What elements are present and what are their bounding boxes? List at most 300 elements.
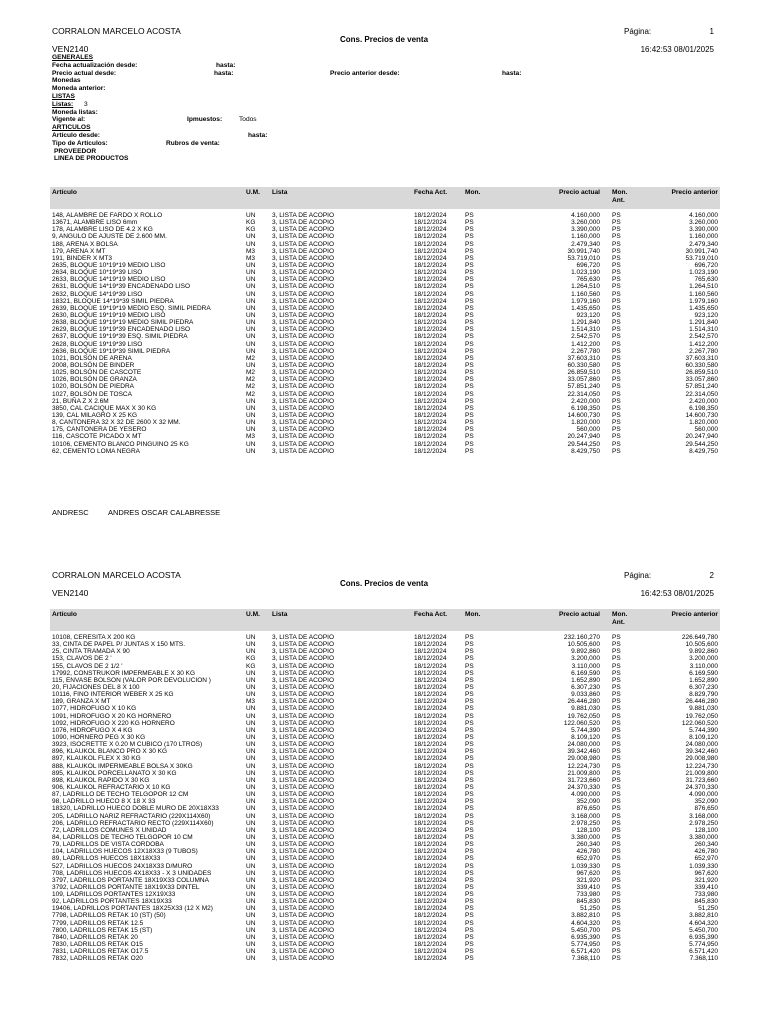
cell-precio-actual: 845,830 [576,898,600,906]
cell-precio-anterior: 60.330,580 [685,361,718,369]
cell-lista: 3, LISTA DE ACOPIO [272,347,335,355]
cell-precio-actual: 3.168,000 [571,812,600,820]
cell-lista: 3, LISTA DE ACOPIO [272,311,335,319]
cell-precio-anterior: 2.420,000 [689,397,718,405]
cell-mon-ant: PS [612,247,621,255]
cell-mon-ant: PS [612,233,621,241]
table-row [50,905,720,912]
cell-mon-ant: PS [612,926,621,934]
cell-precio-anterior: 3.390,000 [689,226,718,234]
table-row [50,663,720,670]
cell-mon-ant: PS [612,276,621,284]
table-row [50,798,720,805]
cell-fecha: 18/12/2024 [414,276,447,284]
cell-lista: 3, LISTA DE ACOPIO [272,898,335,906]
cell-mon-ant: PS [612,397,621,405]
cell-um: UN [246,319,256,327]
cell-articulo: 189, GRANZA X MT [52,698,111,706]
cell-um: UN [246,741,256,749]
cell-um: UN [246,304,256,312]
cell-mon-ant: PS [612,883,621,891]
cell-mon-ant: PS [612,855,621,863]
cell-mon: PS [465,426,474,434]
cell-articulo: 3797, LADRILLOS PORTANTE 18X19X33 COLUMNA [52,876,209,884]
cell-articulo: 21, BUÑA Z X 2.6M [52,397,109,405]
cell-lista: 3, LISTA DE ACOPIO [272,791,335,799]
cell-precio-anterior: 4.090,000 [689,791,718,799]
cell-um: UN [246,791,256,799]
cell-articulo: 79, LADRILLOS DE VISTA CORDOBA [52,841,164,849]
cell-precio-actual: 53.719,010 [567,254,600,262]
cell-mon-ant: PS [612,426,621,434]
cell-um: UN [246,719,256,727]
cell-articulo: 98, LADRILLO HUECO 8 X 18 X 33 [52,798,156,806]
cell-mon-ant: PS [612,748,621,756]
cell-um: UN [246,333,256,341]
listas-label: Listas: [52,100,74,108]
cell-mon-ant: PS [612,411,621,419]
cell-articulo: 1076, HIDROFUGO X 4 KG [52,726,133,734]
cell-um: UN [246,426,256,434]
cell-precio-anterior: 876,650 [694,805,718,813]
table-row [50,863,720,870]
cell-precio-anterior: 1.023,190 [689,269,718,277]
cell-um: UN [246,941,256,949]
table-row [50,426,720,433]
cell-precio-anterior: 3.380,000 [689,833,718,841]
cell-fecha: 18/12/2024 [414,948,447,956]
col-um: U.M. [246,189,260,196]
cell-lista: 3, LISTA DE ACOPIO [272,340,335,348]
table-row [50,691,720,698]
cell-precio-anterior: 14.600,730 [685,411,718,419]
cell-mon-ant: PS [612,254,621,262]
table-row [50,276,720,283]
cell-precio-actual: 6.571,420 [571,948,600,956]
table-row [50,298,720,305]
report-page-2 [0,566,768,1024]
cell-lista: 3, LISTA DE ACOPIO [272,397,335,405]
cell-articulo: 87, LADRILLO DE TECHO TELGOPOR 12 CM [52,791,189,799]
cell-mon: PS [465,433,474,441]
table-row [50,219,720,226]
cell-fecha: 18/12/2024 [414,676,447,684]
cell-precio-actual: 3.882,810 [571,912,600,920]
cell-lista: 3, LISTA DE ACOPIO [272,655,335,663]
cell-mon-ant: PS [612,933,621,941]
cell-precio-actual: 22.314,050 [567,390,600,398]
cell-articulo: 2634, BLOQUE 10*19*39 LISO [52,269,143,277]
listas-value: 3 [84,100,88,108]
cell-articulo: 7800, LADRILLOS RETAK 15 (ST) [52,926,153,934]
table-row [50,248,720,255]
cell-fecha: 18/12/2024 [414,311,447,319]
cell-articulo: 148, ALAMBRE DE FARDO X ROLLO [52,212,163,219]
proveedor-header: PROVEEDOR [54,147,97,155]
cell-articulo: 1025, BOLSÓN DE CASCOTE [52,369,142,377]
cell-precio-actual: 3.110,000 [571,662,600,670]
cell-lista: 3, LISTA DE ACOPIO [272,919,335,927]
cell-fecha: 18/12/2024 [414,669,447,677]
table-row [50,305,720,312]
cell-precio-anterior: 9.881,030 [689,705,718,713]
cell-mon: PS [465,347,474,355]
cell-um: UN [246,898,256,906]
cell-precio-anterior: 1.291,840 [689,319,718,327]
cell-fecha: 18/12/2024 [414,247,447,255]
col-mon: Mon. [465,611,481,618]
cell-mon-ant: PS [612,912,621,920]
cell-precio-anterior: 24.370,330 [685,783,718,791]
cell-precio-anterior: 1.264,510 [689,283,718,291]
table-row [50,784,720,791]
cell-articulo: 2635, BLOQUE 10*19*19 MEDIO LISO [52,261,166,269]
cell-lista: 3, LISTA DE ACOPIO [272,319,335,327]
precio-anterior-desde-label: Precio anterior desde: [330,69,400,77]
cell-fecha: 18/12/2024 [414,848,447,856]
cell-precio-anterior: 2.978,250 [689,819,718,827]
cell-um: UN [246,440,256,448]
cell-fecha: 18/12/2024 [414,698,447,706]
table-row [50,291,720,298]
cell-fecha: 18/12/2024 [414,855,447,863]
cell-mon: PS [465,905,474,913]
cell-articulo: 206, LADRILLO REFRACTARIO RECTO (229X114X60) [52,819,214,827]
cell-um: UN [246,269,256,277]
cell-fecha: 18/12/2024 [414,648,447,656]
cell-precio-anterior: 21.009,800 [685,769,718,777]
cell-articulo: 2630, BLOQUE 19*19*19 MEDIO LISO [52,311,166,319]
cell-precio-actual: 967,620 [576,869,600,877]
cell-mon: PS [465,354,474,362]
cell-lista: 3, LISTA DE ACOPIO [272,755,335,763]
cell-precio-actual: 6.307,230 [571,683,600,691]
cell-lista: 3, LISTA DE ACOPIO [272,440,335,448]
cell-mon-ant: PS [612,226,621,234]
cell-mon: PS [465,769,474,777]
table-row [50,448,720,455]
cell-lista: 3, LISTA DE ACOPIO [272,733,335,741]
cell-mon-ant: PS [612,791,621,799]
cell-mon: PS [465,869,474,877]
linea-productos-header: LINEA DE PRODUCTOS [54,155,129,163]
cell-lista: 3, LISTA DE ACOPIO [272,290,335,298]
table-row [50,827,720,834]
cell-precio-anterior: 7.368,110 [689,955,718,963]
cell-mon: PS [465,669,474,677]
cell-precio-anterior: 1.160,000 [689,233,718,241]
cell-um: UN [246,926,256,934]
cell-um: UN [246,419,256,427]
cell-articulo: 7831, LADRILLOS RETAK O17.5 [52,948,149,956]
cell-fecha: 18/12/2024 [414,776,447,784]
cell-precio-actual: 57.851,240 [567,383,600,391]
cell-precio-actual: 30.991,740 [567,247,600,255]
cell-mon: PS [465,948,474,956]
cell-um: UN [246,769,256,777]
cell-articulo: 2008, BOLSÓN DE BINDER [52,361,135,369]
cell-articulo: 2628, BLOQUE 19*19*39 LISO [52,340,143,348]
cell-articulo: 888, KLAUKOL IMPERMEABLE BOLSA X 30KG [52,762,193,770]
precio-actual-desde-label: Precio actual desde: [52,69,117,77]
cell-articulo: 115, ENVASE BOLSON (VALOR POR DEVOLUCION ) [52,676,211,684]
cell-precio-anterior: 339,410 [694,883,718,891]
cell-mon-ant: PS [612,876,621,884]
page-number: 2 [709,571,714,580]
cell-fecha: 18/12/2024 [414,755,447,763]
listas-header: LISTAS [52,92,75,100]
cell-lista: 3, LISTA DE ACOPIO [272,426,335,434]
cell-precio-anterior: 765,630 [694,276,718,284]
cell-articulo: 10106, CEMENTO BLANCO PINGUINO 25 KG [52,440,189,448]
cell-precio-anterior: 9.892,860 [689,648,718,656]
cell-mon-ant: PS [612,833,621,841]
cell-um: UN [246,776,256,784]
cell-fecha: 18/12/2024 [414,683,447,691]
cell-um: UN [246,812,256,820]
cell-um: UN [246,891,256,899]
cell-precio-anterior: 2.267,780 [689,347,718,355]
cell-mon: PS [465,233,474,241]
report-title: Cons. Precios de venta [339,35,429,44]
cell-lista: 3, LISTA DE ACOPIO [272,776,335,784]
cell-mon-ant: PS [612,776,621,784]
cell-lista: 3, LISTA DE ACOPIO [272,905,335,913]
cell-precio-actual: 6.169,590 [571,669,600,677]
cell-mon: PS [465,791,474,799]
cell-um: UN [246,361,256,369]
cell-mon: PS [465,240,474,248]
cell-fecha: 18/12/2024 [414,347,447,355]
cell-precio-anterior: 29.008,980 [685,755,718,763]
moneda-listas-label: Moneda listas: [52,108,98,116]
cell-mon-ant: PS [612,741,621,749]
page-label: Página: [624,27,652,36]
table-row [50,713,720,720]
cell-lista: 3, LISTA DE ACOPIO [272,254,335,262]
table-body [50,212,720,455]
table-row [50,441,720,448]
cell-fecha: 18/12/2024 [414,440,447,448]
table-row [50,369,720,376]
table-row [50,212,720,219]
cell-mon-ant: PS [612,634,621,641]
cell-fecha: 18/12/2024 [414,733,447,741]
cell-um: UN [246,669,256,677]
cell-mon-ant: PS [612,691,621,699]
col-um: U.M. [246,611,260,618]
table-row [50,891,720,898]
cell-precio-actual: 6.198,350 [571,404,600,412]
cell-articulo: 89, LADRILLOS HUECOS 18X18X33 [52,855,161,863]
cell-um: UN [246,276,256,284]
cell-um: UN [246,955,256,963]
cell-um: UN [246,919,256,927]
cell-mon-ant: PS [612,240,621,248]
cell-fecha: 18/12/2024 [414,919,447,927]
cell-mon: PS [465,397,474,405]
cell-fecha: 18/12/2024 [414,691,447,699]
cell-um: UN [246,326,256,334]
cell-mon: PS [465,812,474,820]
cell-mon: PS [465,383,474,391]
cell-lista: 3, LISTA DE ACOPIO [272,705,335,713]
cell-articulo: 527, LADRILLOS HUECOS 24X18X33 D/MURO [52,862,193,870]
cell-mon-ant: PS [612,905,621,913]
cell-lista: 3, LISTA DE ACOPIO [272,719,335,727]
cell-fecha: 18/12/2024 [414,791,447,799]
cell-articulo: 1020, BOLSÓN DE PIEDRA [52,383,135,391]
cell-precio-actual: 5.450,700 [571,926,600,934]
cell-mon-ant: PS [612,326,621,334]
cell-mon-ant: PS [612,726,621,734]
cell-um: UN [246,948,256,956]
table-row [50,226,720,233]
cell-lista: 3, LISTA DE ACOPIO [272,819,335,827]
cell-precio-actual: 4.160,000 [571,212,600,219]
cell-mon-ant: PS [612,219,621,227]
cell-articulo: 179, ARENA X MT [52,247,106,255]
cell-precio-actual: 19.762,050 [567,712,600,720]
cell-um: UN [246,805,256,813]
table-row [50,741,720,748]
cell-mon: PS [465,340,474,348]
cell-articulo: 20, FIJACIONES DEL 8 X 100 [52,683,140,691]
cell-mon: PS [465,726,474,734]
cell-precio-actual: 2.420,000 [571,397,600,405]
cell-precio-anterior: 2.542,570 [689,333,718,341]
cell-articulo: 7830, LADRILLOS RETAK O15 [52,941,143,949]
cell-um: UN [246,826,256,834]
col-fecha: Fecha Act. [414,611,448,618]
cell-mon: PS [465,705,474,713]
cell-lista: 3, LISTA DE ACOPIO [272,748,335,756]
cell-precio-actual: 876,650 [576,805,600,813]
cell-precio-actual: 24.370,330 [567,783,600,791]
cell-precio-anterior: 4.160,000 [689,212,718,219]
cell-precio-anterior: 53.719,010 [685,254,718,262]
cell-articulo: 2637, BLOQUE 19*19*39 ESQ. SIMIL PIEDRA [52,333,188,341]
cell-um: UN [246,748,256,756]
cell-articulo: 18320, LADRILLO HUECO DOBLE MURO DE 20X18X33 [52,805,219,813]
table-row [50,727,720,734]
table-row [50,927,720,934]
cell-mon: PS [465,883,474,891]
cell-mon-ant: PS [612,390,621,398]
table-row [50,269,720,276]
cell-fecha: 18/12/2024 [414,304,447,312]
cell-fecha: 18/12/2024 [414,383,447,391]
cell-articulo: 104, LADRILLOS HUECOS 12X18X33 (9 TUBOS) [52,848,198,856]
cell-articulo: 25, CINTA TRAMADA X 90 [52,648,130,656]
table-row [50,376,720,383]
cell-fecha: 18/12/2024 [414,812,447,820]
footer-user-code: ANDRESC [52,508,89,517]
cell-um: UN [246,634,256,641]
cell-um: UN [246,290,256,298]
cell-precio-anterior: 5.450,700 [689,926,718,934]
articulo-desde-label: Artículo desde: [52,131,100,139]
col-articulo: Artículo [52,611,77,618]
table-row [50,898,720,905]
cell-fecha: 18/12/2024 [414,426,447,434]
cell-precio-anterior: 10.505,600 [685,641,718,649]
report-code: VEN2140 [52,44,89,54]
impuestos-value: Todos [239,116,257,124]
table-row [50,634,720,641]
cell-precio-anterior: 2.479,340 [689,240,718,248]
cell-um: UN [246,233,256,241]
cell-fecha: 18/12/2024 [414,290,447,298]
cell-lista: 3, LISTA DE ACOPIO [272,369,335,377]
cell-precio-actual: 1.820,000 [571,419,600,427]
table-row [50,355,720,362]
cell-articulo: 33, CINTA DE PAPEL P/ JUNTAS X 150 MTS. [52,641,186,649]
cell-precio-anterior: 5.774,950 [689,941,718,949]
cell-mon: PS [465,683,474,691]
cell-fecha: 18/12/2024 [414,712,447,720]
cell-mon: PS [465,912,474,920]
cell-fecha: 18/12/2024 [414,819,447,827]
cell-mon-ant: PS [612,347,621,355]
cell-mon-ant: PS [612,283,621,291]
cell-lista: 3, LISTA DE ACOPIO [272,269,335,277]
cell-um: KG [246,662,256,670]
cell-articulo: 10116, FINO INTERIOR WEBER X 25 KG [52,691,174,699]
cell-mon-ant: PS [612,669,621,677]
cell-mon: PS [465,826,474,834]
cell-mon: PS [465,290,474,298]
cell-mon-ant: PS [612,848,621,856]
col-fecha: Fecha Act. [414,189,448,196]
cell-mon-ant: PS [612,311,621,319]
cell-mon: PS [465,955,474,963]
cell-articulo: 2632, BLOQUE 14*19*39 LISO [52,290,143,298]
cell-mon: PS [465,634,474,641]
cell-lista: 3, LISTA DE ACOPIO [272,812,335,820]
cell-mon-ant: PS [612,891,621,899]
cell-um: UN [246,297,256,305]
cell-um: M2 [246,354,256,362]
cell-mon-ant: PS [612,869,621,877]
cell-fecha: 18/12/2024 [414,741,447,749]
cell-fecha: 18/12/2024 [414,905,447,913]
cell-lista: 3, LISTA DE ACOPIO [272,662,335,670]
cell-um: KG [246,219,256,227]
table-row [50,941,720,948]
cell-precio-actual: 2.479,340 [571,240,600,248]
cell-precio-actual: 4.090,000 [571,791,600,799]
report-title: Cons. Precios de venta [339,579,429,588]
table-row [50,405,720,412]
vigente-al-label: Vigente al: [52,116,86,124]
col-mon-ant: Mon. [612,611,628,618]
cell-mon: PS [465,933,474,941]
cell-lista: 3, LISTA DE ACOPIO [272,841,335,849]
cell-mon-ant: PS [612,826,621,834]
cell-fecha: 18/12/2024 [414,833,447,841]
cell-articulo: 178, ALAMBRE LISO DE 4.2 X KG [52,226,153,234]
cell-lista: 3, LISTA DE ACOPIO [272,212,335,219]
cell-articulo: 2639, BLOQUE 19*19*19 MEDIO ESQ. SIMIL PIEDRA [52,304,211,312]
cell-fecha: 18/12/2024 [414,376,447,384]
filters-section [52,54,712,163]
table-row [50,383,720,390]
cell-precio-actual: 4.604,320 [571,919,600,927]
table-row [50,698,720,705]
cell-lista: 3, LISTA DE ACOPIO [272,876,335,884]
cell-precio-actual: 765,630 [576,276,600,284]
